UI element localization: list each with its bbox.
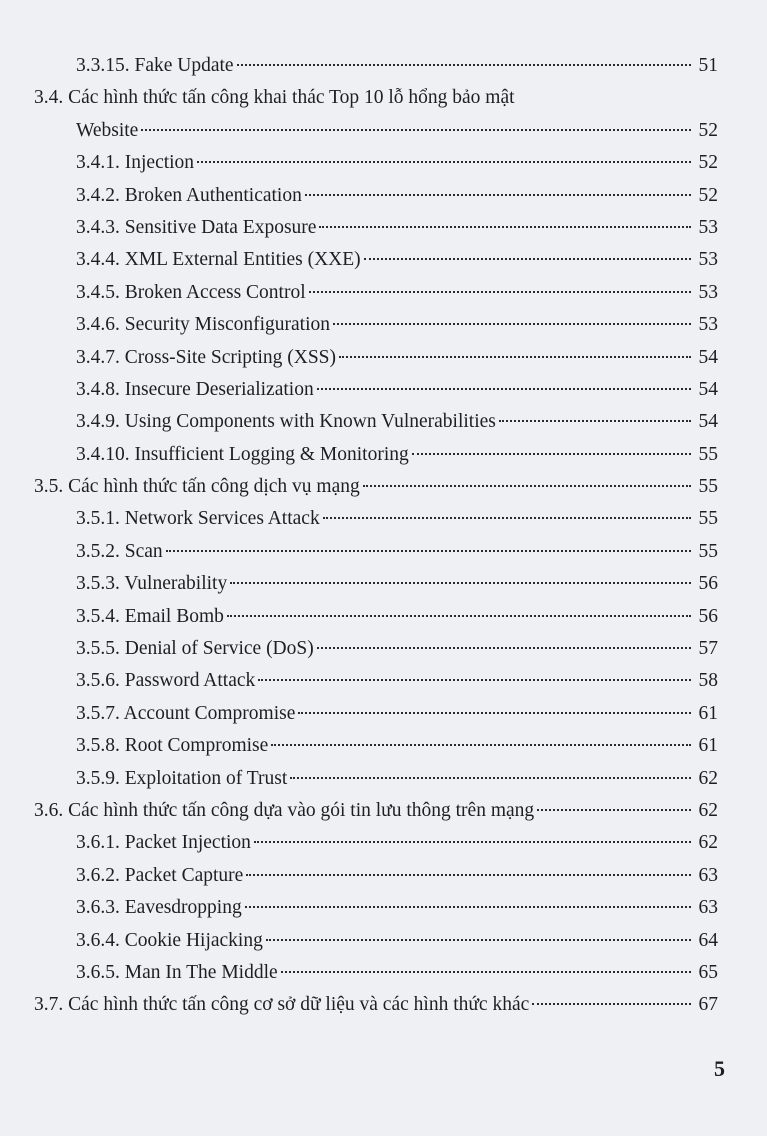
toc-entry-title: 3.5.2. Scan — [76, 540, 163, 562]
toc-entry — [34, 860, 718, 892]
toc-entry — [34, 309, 718, 341]
toc-entry-page: 51 — [698, 55, 718, 76]
toc-entry-title: 3.4.6. Security Misconfiguration — [76, 314, 331, 336]
toc-entry-page: 62 — [698, 799, 718, 821]
dot-leader — [323, 517, 691, 519]
toc-entry-page: 53 — [698, 281, 718, 303]
toc-entry-page: 63 — [698, 897, 718, 919]
toc-entry — [34, 763, 718, 795]
dot-leader — [227, 615, 691, 617]
toc-entry — [34, 503, 718, 535]
toc-entry-page: 62 — [698, 767, 718, 789]
dot-leader — [230, 582, 691, 584]
dot-leader — [305, 194, 691, 196]
toc-entry — [34, 827, 718, 859]
toc-entry-page: 67 — [698, 994, 718, 1016]
toc-entry — [34, 342, 718, 374]
dot-leader — [290, 777, 691, 779]
toc-entry-page: 56 — [698, 605, 718, 627]
dot-leader — [317, 388, 691, 390]
toc-entry-title: 3.5.5. Denial of Service (DoS) — [76, 638, 314, 660]
dot-leader — [333, 323, 691, 325]
toc-entry — [34, 471, 718, 503]
toc-entry-title: 3.4.5. Broken Access Control — [76, 281, 306, 303]
toc-entry-title: 3.4.3. Sensitive Data Exposure — [76, 216, 317, 238]
toc-entry-title: 3.5.6. Password Attack — [76, 670, 256, 692]
toc-entry-page: 61 — [698, 735, 718, 757]
dot-leader — [258, 679, 691, 681]
toc-entry — [34, 277, 718, 309]
toc-entry-title: 3.4.4. XML External Entities (XXE) — [76, 249, 361, 271]
toc-entry — [34, 665, 718, 697]
toc-entry-page: 62 — [698, 832, 718, 854]
toc-entry-page: 58 — [698, 670, 718, 692]
dot-leader — [363, 485, 691, 487]
page-number: 5 — [714, 1056, 725, 1081]
toc-entry-title: 3.5.9. Exploitation of Trust — [76, 767, 288, 789]
toc-entry-title: 3.4.1. Injection — [76, 152, 195, 174]
toc-entry-page: 52 — [698, 152, 718, 174]
toc-entry-title: 3.4.9. Using Components with Known Vulnerabilities — [76, 411, 496, 433]
toc-entry-title: 3.6. Các hình thức tấn công dựa vào gói tin lưu thông trên mạng — [34, 799, 535, 821]
toc-entry — [34, 180, 718, 212]
toc-entry-title: 3.6.1. Packet Injection — [76, 832, 251, 854]
toc-entry-page: 65 — [698, 961, 718, 983]
toc-entry-page: 54 — [698, 346, 718, 368]
toc-entry — [34, 115, 718, 147]
toc-entry-title: 3.3.15. Fake Update — [76, 55, 234, 76]
table-of-contents — [34, 50, 718, 1022]
toc-entry-page: 53 — [698, 314, 718, 336]
toc-entry-title: 3.4.10. Insufficient Logging & Monitoring — [76, 443, 409, 465]
toc-entry — [34, 892, 718, 924]
toc-entry-title: 3.5.1. Network Services Attack — [76, 508, 320, 530]
toc-entry-title: 3.6.4. Cookie Hijacking — [76, 929, 263, 951]
toc-entry — [34, 244, 718, 276]
toc-entry-page: 57 — [698, 638, 718, 660]
dot-leader — [537, 809, 691, 811]
toc-entry-title: 3.5.3. Vulnerability — [76, 573, 228, 595]
toc-entry — [34, 633, 718, 665]
dot-leader — [317, 647, 691, 649]
dot-leader — [499, 420, 691, 422]
dot-leader — [246, 874, 691, 876]
dot-leader — [339, 356, 691, 358]
toc-entry-title: 3.6.2. Packet Capture — [76, 864, 244, 886]
toc-entry-title: 3.4. Các hình thức tấn công khai thác Top 10 lỗ hổng bảo mật — [34, 87, 515, 109]
dot-leader — [309, 291, 691, 293]
dot-leader — [412, 453, 691, 455]
toc-entry-page: 53 — [698, 216, 718, 238]
toc-entry — [34, 50, 718, 82]
toc-entry-page: 56 — [698, 573, 718, 595]
toc-entry-page: 54 — [698, 378, 718, 400]
dot-leader — [254, 841, 691, 843]
dot-leader — [141, 129, 691, 131]
toc-entry — [34, 957, 718, 989]
toc-entry-page: 63 — [698, 864, 718, 886]
toc-entry — [34, 730, 718, 762]
toc-entry-title: 3.4.7. Cross-Site Scripting (XSS) — [76, 346, 337, 368]
toc-entry-title: 3.5.4. Email Bomb — [76, 605, 224, 627]
toc-entry-title: 3.5.7. Account Compromise — [76, 702, 296, 724]
dot-leader — [245, 906, 691, 908]
dot-leader — [364, 258, 691, 260]
toc-entry — [34, 698, 718, 730]
dot-leader — [166, 550, 691, 552]
toc-entry-page: 64 — [698, 929, 718, 951]
toc-entry-page: 52 — [698, 184, 718, 206]
toc-entry-page: 55 — [698, 508, 718, 530]
toc-entry — [34, 925, 718, 957]
toc-entry-page: 55 — [698, 476, 718, 498]
dot-leader — [532, 1003, 691, 1005]
toc-entry — [34, 536, 718, 568]
toc-entry — [34, 147, 718, 179]
dot-leader — [266, 939, 691, 941]
toc-entry — [34, 568, 718, 600]
toc-entry — [34, 795, 718, 827]
toc-entry-page: 52 — [698, 119, 718, 141]
dot-leader — [281, 971, 691, 973]
dot-leader — [319, 226, 691, 228]
toc-entry-title: 3.4.8. Insecure Deserialization — [76, 378, 314, 400]
toc-entry-title: Website — [76, 119, 139, 141]
toc-entry-title: 3.6.5. Man In The Middle — [76, 961, 278, 983]
dot-leader — [237, 64, 691, 66]
dot-leader — [271, 744, 691, 746]
toc-entry-title: 3.4.2. Broken Authentication — [76, 184, 302, 206]
toc-entry — [34, 374, 718, 406]
toc-entry-page: 53 — [698, 249, 718, 271]
toc-entry-title: 3.6.3. Eavesdropping — [76, 897, 242, 919]
toc-entry-title: 3.5. Các hình thức tấn công dịch vụ mạng — [34, 476, 360, 498]
toc-entry-title: 3.5.8. Root Compromise — [76, 735, 269, 757]
toc-entry-page: 61 — [698, 702, 718, 724]
toc-entry-page: 54 — [698, 411, 718, 433]
toc-entry-page: 55 — [698, 540, 718, 562]
dot-leader — [298, 712, 691, 714]
toc-entry — [34, 439, 718, 471]
toc-entry — [34, 406, 718, 438]
toc-entry — [34, 601, 718, 633]
toc-entry — [34, 82, 718, 114]
dot-leader — [197, 161, 691, 163]
toc-entry — [34, 212, 718, 244]
toc-entry-page: 55 — [698, 443, 718, 465]
toc-entry-title: 3.7. Các hình thức tấn công cơ sở dữ liệu và các hình thức khác — [34, 994, 530, 1016]
toc-entry — [34, 989, 718, 1021]
